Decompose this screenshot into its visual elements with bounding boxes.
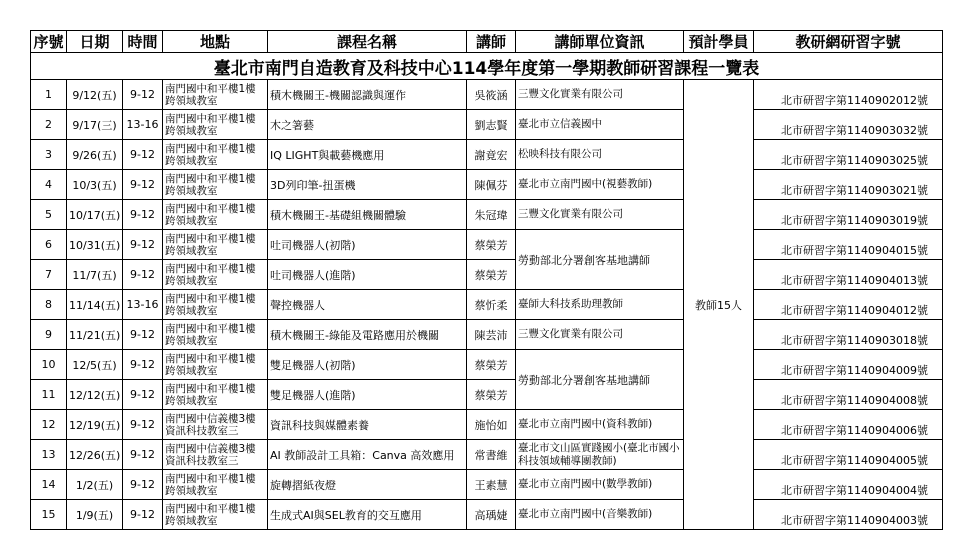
row-serial: 北市研習字第1140904009號 <box>754 350 943 380</box>
table-row <box>31 320 943 350</box>
row-date: 9/12(五) <box>67 80 123 110</box>
row-serial: 北市研習字第1140904008號 <box>754 380 943 410</box>
row-location: 南門國中和平樓1樓跨領域教室 <box>163 200 268 230</box>
row-serial: 北市研習字第1140903025號 <box>754 140 943 170</box>
row-location: 南門國中和平樓1樓跨領域教室 <box>163 80 268 110</box>
row-seq: 11 <box>31 380 67 410</box>
row-serial: 北市研習字第1140902012號 <box>754 80 943 110</box>
row-serial: 北市研習字第1140903018號 <box>754 320 943 350</box>
table-row <box>31 170 943 200</box>
row-seq: 2 <box>31 110 67 140</box>
row-location: 南門國中信義樓3樓資訊科技教室三 <box>163 410 268 440</box>
row-seq: 6 <box>31 230 67 260</box>
table-row <box>31 410 943 440</box>
row-location: 南門國中信義樓3樓資訊科技教室三 <box>163 440 268 470</box>
row-lecturer: 朱冠瑋 <box>467 200 516 230</box>
header-serial: 教研網研習字號 <box>754 31 943 53</box>
row-date: 12/26(五) <box>67 440 123 470</box>
header-course: 課程名稱 <box>268 31 467 53</box>
row-seq: 14 <box>31 470 67 500</box>
row-course: 積木機關王-基礎組機關體驗 <box>268 200 467 230</box>
row-serial: 北市研習字第1140904005號 <box>754 440 943 470</box>
row-time: 9-12 <box>123 410 163 440</box>
row-course: 吐司機器人(進階) <box>268 260 467 290</box>
row-time: 9-12 <box>123 170 163 200</box>
row-time: 9-12 <box>123 470 163 500</box>
row-institution: 臺北市立南門國中(視藝教師) <box>516 170 684 200</box>
row-time: 9-12 <box>123 230 163 260</box>
table-row <box>31 140 943 170</box>
row-date: 11/7(五) <box>67 260 123 290</box>
table-row <box>31 230 943 260</box>
row-course: 雙足機器人(進階) <box>268 380 467 410</box>
row-serial: 北市研習字第1140903019號 <box>754 200 943 230</box>
header-institution: 講師單位資訊 <box>516 31 684 53</box>
row-time: 9-12 <box>123 140 163 170</box>
header-expected: 預計學員 <box>684 31 754 53</box>
row-date: 1/9(五) <box>67 500 123 530</box>
row-lecturer: 陳佩芬 <box>467 170 516 200</box>
row-location: 南門國中和平樓1樓跨領域教室 <box>163 110 268 140</box>
header-date: 日期 <box>67 31 123 53</box>
row-date: 12/19(五) <box>67 410 123 440</box>
row-time: 9-12 <box>123 80 163 110</box>
table-row <box>31 200 943 230</box>
row-institution: 臺北市文山區實踐國小(臺北市國小科技領域輔導團教師) <box>516 440 684 470</box>
row-seq: 8 <box>31 290 67 320</box>
header-seq: 序號 <box>31 31 67 53</box>
row-date: 10/3(五) <box>67 170 123 200</box>
table-row <box>31 440 943 470</box>
header-lecturer: 講師 <box>467 31 516 53</box>
table-row <box>31 290 943 320</box>
row-lecturer: 謝竟宏 <box>467 140 516 170</box>
row-date: 1/2(五) <box>67 470 123 500</box>
row-institution: 臺北市立南門國中(資科教師) <box>516 410 684 440</box>
row-time: 9-12 <box>123 260 163 290</box>
row-location: 南門國中和平樓1樓跨領域教室 <box>163 380 268 410</box>
row-institution: 三豐文化實業有限公司 <box>516 200 684 230</box>
row-course: 生成式AI與SEL教育的交互應用 <box>268 500 467 530</box>
row-serial: 北市研習字第1140904003號 <box>754 500 943 530</box>
page-title: 臺北市南門自造教育及科技中心114學年度第一學期教師研習課程一覽表 <box>31 53 943 80</box>
header-time: 時間 <box>123 31 163 53</box>
course-schedule-table <box>30 30 943 530</box>
row-location: 南門國中和平樓1樓跨領域教室 <box>163 260 268 290</box>
row-course: AI 教師設計工具箱：Canva 高效應用 <box>268 440 467 470</box>
row-seq: 3 <box>31 140 67 170</box>
row-course: 雙足機器人(初階) <box>268 350 467 380</box>
row-date: 10/17(五) <box>67 200 123 230</box>
row-lecturer: 高瑀婕 <box>467 500 516 530</box>
row-lecturer: 蔡榮芳 <box>467 380 516 410</box>
row-course: 旋轉摺紙夜燈 <box>268 470 467 500</box>
row-seq: 4 <box>31 170 67 200</box>
table-row <box>31 470 943 500</box>
row-institution: 臺北市立南門國中(數學教師) <box>516 470 684 500</box>
row-date: 11/14(五) <box>67 290 123 320</box>
row-time: 9-12 <box>123 350 163 380</box>
row-location: 南門國中和平樓1樓跨領域教室 <box>163 170 268 200</box>
row-seq: 13 <box>31 440 67 470</box>
row-serial: 北市研習字第1140904012號 <box>754 290 943 320</box>
row-date: 11/21(五) <box>67 320 123 350</box>
row-lecturer: 吳筱涵 <box>467 80 516 110</box>
row-time: 13-16 <box>123 110 163 140</box>
expected-students: 教師15人 <box>684 80 754 530</box>
row-location: 南門國中和平樓1樓跨領域教室 <box>163 500 268 530</box>
row-institution-merged: 勞動部北分署創客基地講師 <box>516 350 684 410</box>
row-seq: 15 <box>31 500 67 530</box>
row-lecturer: 王素慧 <box>467 470 516 500</box>
row-date: 12/12(五) <box>67 380 123 410</box>
header-row <box>31 31 943 53</box>
header-location: 地點 <box>163 31 268 53</box>
row-date: 12/5(五) <box>67 350 123 380</box>
row-lecturer: 蔡忻柔 <box>467 290 516 320</box>
row-location: 南門國中和平樓1樓跨領域教室 <box>163 320 268 350</box>
row-course: IQ LIGHT與載藝機應用 <box>268 140 467 170</box>
row-course: 3D列印筆-扭蛋機 <box>268 170 467 200</box>
table-row <box>31 110 943 140</box>
row-time: 9-12 <box>123 380 163 410</box>
row-lecturer: 蔡榮芳 <box>467 350 516 380</box>
row-lecturer: 施怡如 <box>467 410 516 440</box>
row-lecturer: 蔡榮芳 <box>467 260 516 290</box>
row-location: 南門國中和平樓1樓跨領域教室 <box>163 290 268 320</box>
row-date: 9/26(五) <box>67 140 123 170</box>
row-serial: 北市研習字第1140904015號 <box>754 230 943 260</box>
table-row <box>31 380 943 410</box>
row-lecturer: 蔡榮芳 <box>467 230 516 260</box>
row-date: 10/31(五) <box>67 230 123 260</box>
row-seq: 1 <box>31 80 67 110</box>
row-seq: 7 <box>31 260 67 290</box>
row-date: 9/17(三) <box>67 110 123 140</box>
row-seq: 5 <box>31 200 67 230</box>
row-location: 南門國中和平樓1樓跨領域教室 <box>163 350 268 380</box>
row-time: 9-12 <box>123 440 163 470</box>
row-location: 南門國中和平樓1樓跨領域教室 <box>163 140 268 170</box>
row-seq: 9 <box>31 320 67 350</box>
row-lecturer: 常書維 <box>467 440 516 470</box>
row-institution: 三豐文化實業有限公司 <box>516 80 684 110</box>
row-course: 資訊科技與媒體素養 <box>268 410 467 440</box>
row-course: 聲控機器人 <box>268 290 467 320</box>
row-time: 9-12 <box>123 500 163 530</box>
table-row <box>31 500 943 530</box>
row-course: 積木機關王-綠能及電路應用於機關 <box>268 320 467 350</box>
row-serial: 北市研習字第1140903021號 <box>754 170 943 200</box>
row-institution-merged: 勞動部北分署創客基地講師 <box>516 230 684 290</box>
row-serial: 北市研習字第1140904006號 <box>754 410 943 440</box>
table-row <box>31 80 943 110</box>
row-institution: 三豐文化實業有限公司 <box>516 320 684 350</box>
row-lecturer: 劉志賢 <box>467 110 516 140</box>
row-seq: 10 <box>31 350 67 380</box>
row-serial: 北市研習字第1140903032號 <box>754 110 943 140</box>
row-institution: 臺北市立南門國中(音樂教師) <box>516 500 684 530</box>
row-seq: 12 <box>31 410 67 440</box>
table-row <box>31 350 943 380</box>
row-time: 9-12 <box>123 200 163 230</box>
row-institution: 臺師大科技系助理教師 <box>516 290 684 320</box>
row-course: 積木機關王-機關認識與運作 <box>268 80 467 110</box>
row-course: 木之箸藝 <box>268 110 467 140</box>
row-institution: 臺北市立信義國中 <box>516 110 684 140</box>
table-row <box>31 260 943 290</box>
row-location: 南門國中和平樓1樓跨領域教室 <box>163 230 268 260</box>
row-serial: 北市研習字第1140904004號 <box>754 470 943 500</box>
row-time: 9-12 <box>123 320 163 350</box>
row-serial: 北市研習字第1140904013號 <box>754 260 943 290</box>
row-course: 吐司機器人(初階) <box>268 230 467 260</box>
row-institution: 松映科技有限公司 <box>516 140 684 170</box>
row-time: 13-16 <box>123 290 163 320</box>
row-location: 南門國中和平樓1樓跨領域教室 <box>163 470 268 500</box>
row-lecturer: 陳芸沛 <box>467 320 516 350</box>
